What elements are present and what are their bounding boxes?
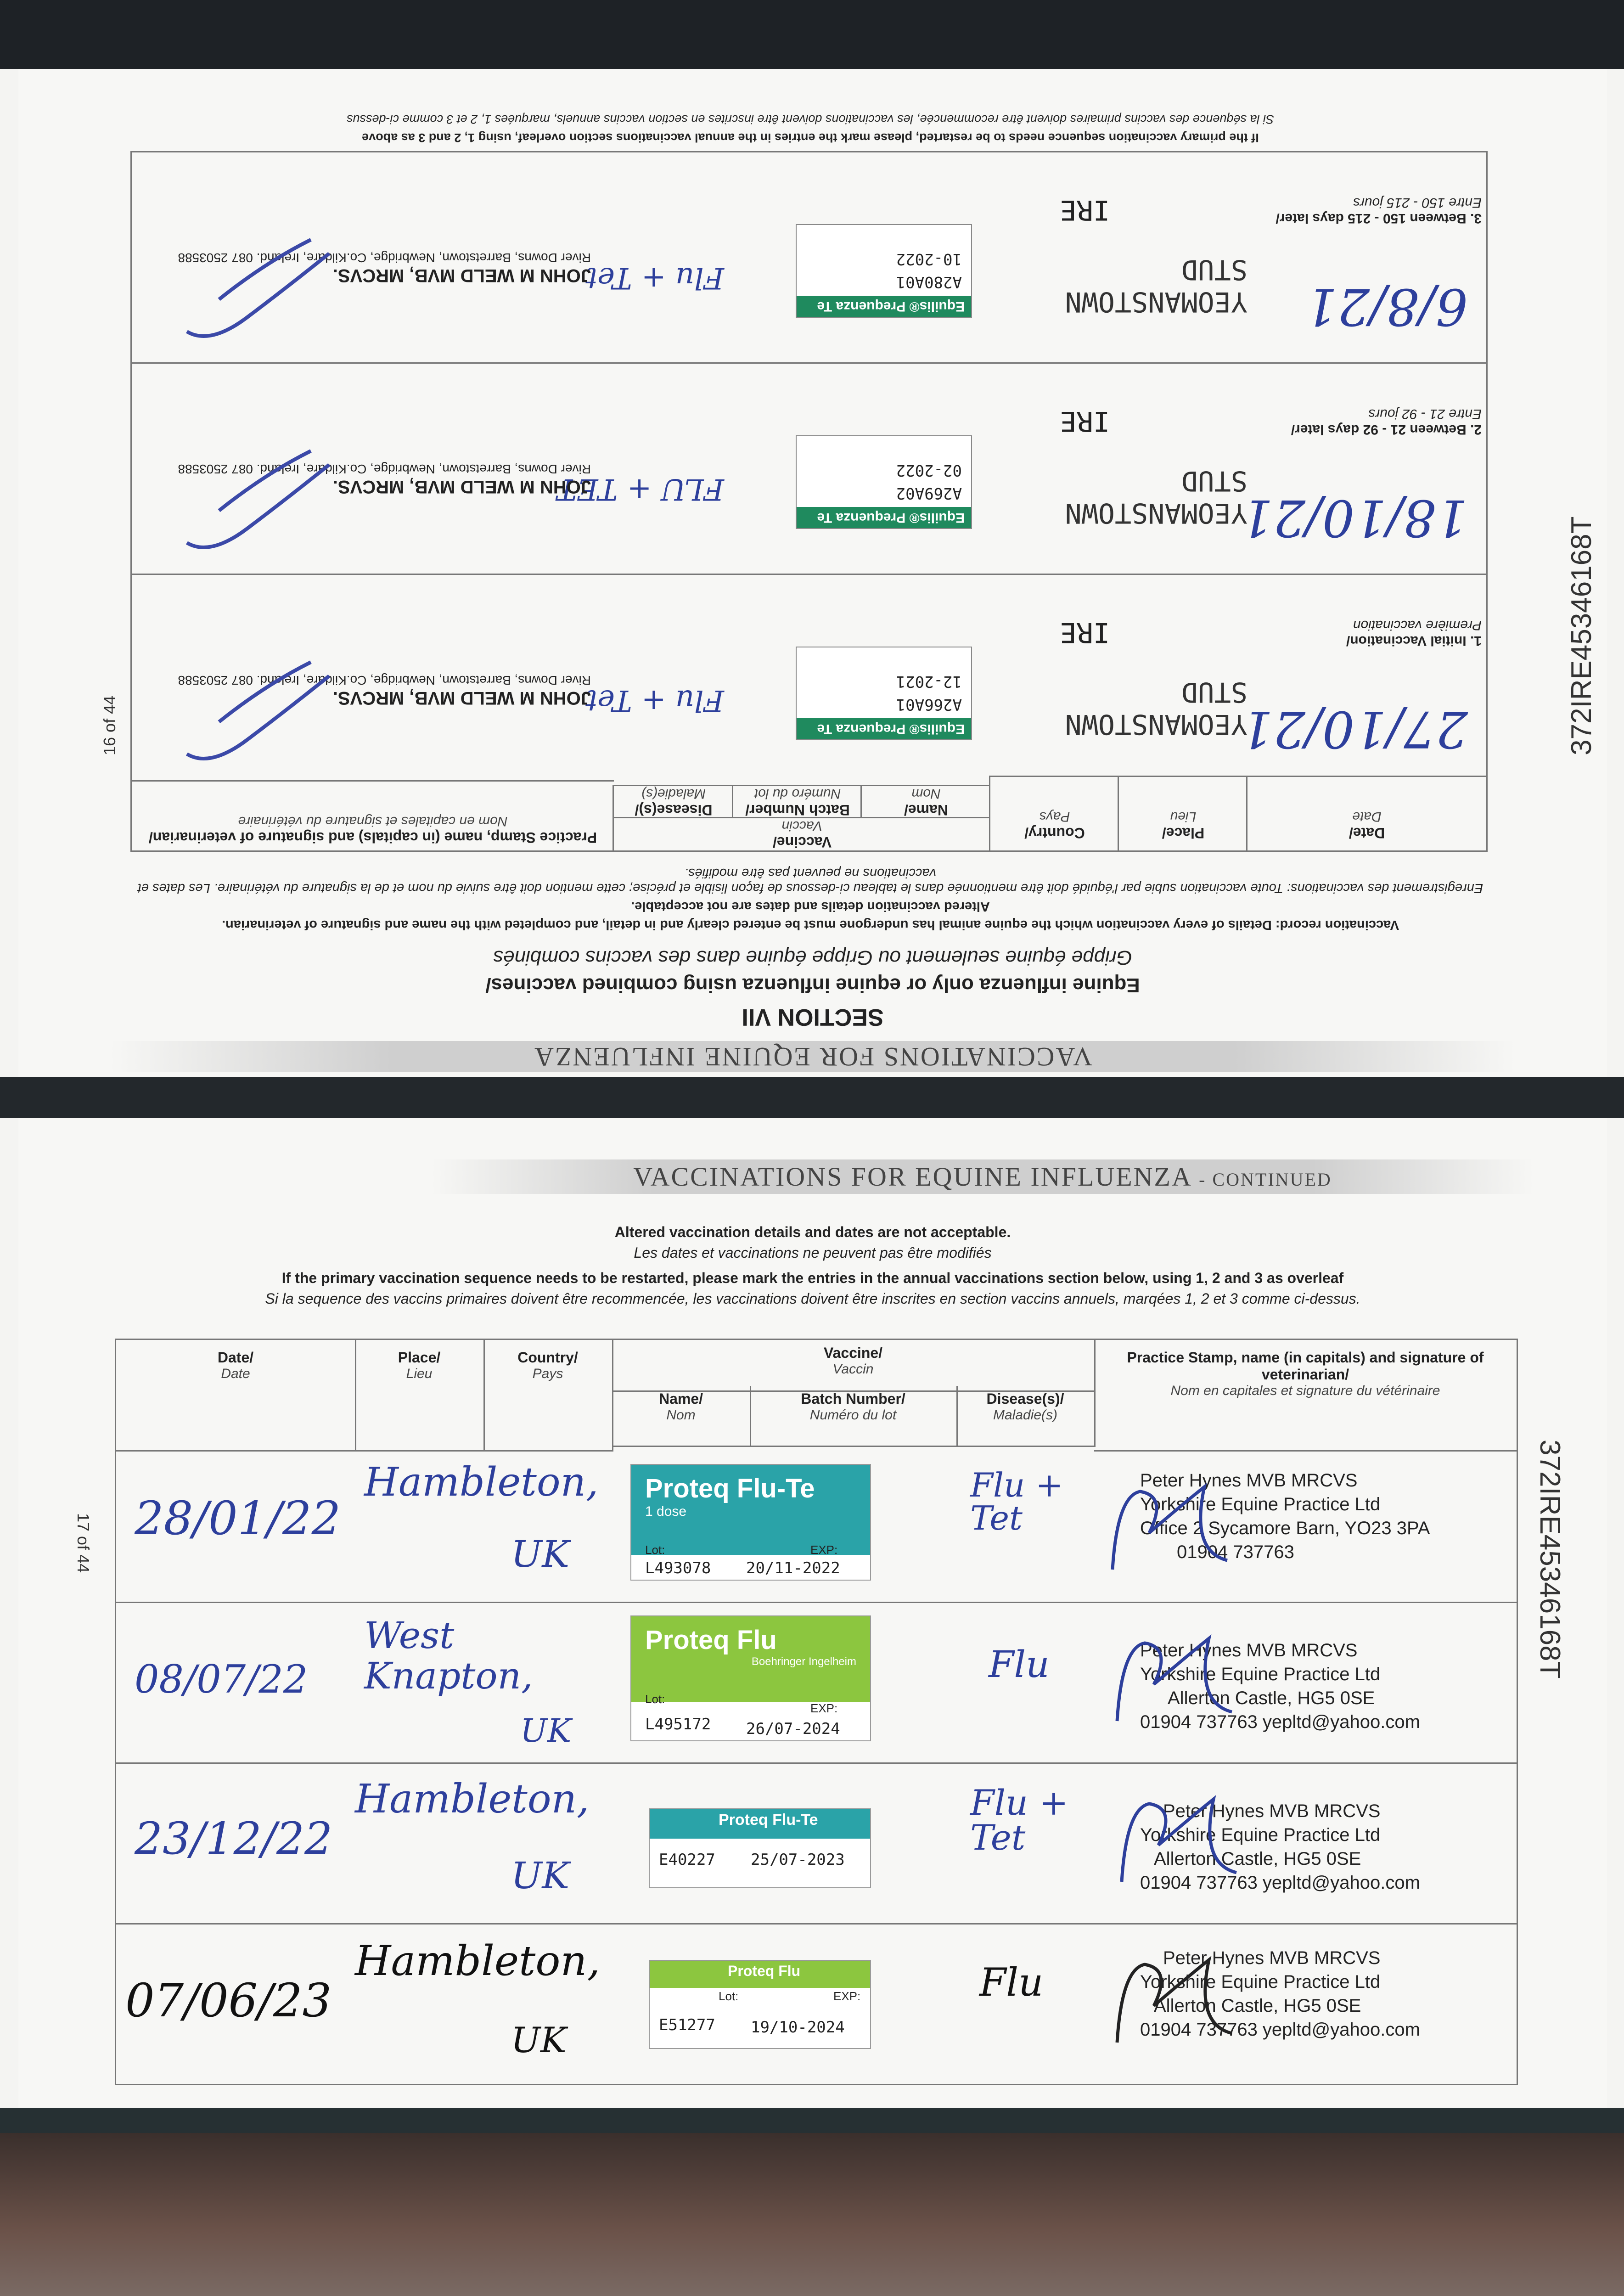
lower-row-vaccine-name: Proteq Flu-Te [719, 1811, 818, 1829]
lower-row-3 [116, 1762, 1517, 1925]
lower-row-disease: Flu [979, 1960, 1044, 2005]
lower-row-lot-label: Lot: [645, 1692, 665, 1706]
lower-header-place: Place/ Lieu [355, 1340, 485, 1452]
upper-record-fr: Enregistrement des vaccinations: Toute vaccination subie par l'équidé doit être mentionnée dans le tableau ci-dessous de façon lisible et précise; cette mention doit être suivie du nom et de la signature du vétérinaire. Les dates et vaccinations ne peuvent pas être modifiés. [137, 866, 1484, 895]
upper-row-exp: 02-2022 [896, 461, 962, 479]
lower-row-exp: 19/10-2024 [751, 2018, 845, 2037]
upper-header-vaccine: Vaccine/ Vaccin [613, 817, 990, 850]
lower-row-vaccine-band [631, 1465, 870, 1555]
upper-row-place: YEOMANSTOWN STUD [1065, 253, 1248, 318]
upper-signature-2 [178, 437, 338, 557]
upper-row-disease: Flu + Tet [585, 261, 724, 295]
upper-row-lot: A280A01 [896, 273, 962, 291]
lower-row-lot: L493078 [645, 1559, 711, 1577]
lower-row-vaccine-band [650, 1961, 870, 1988]
lower-row-vaccine-name: Proteq Flu [645, 1625, 777, 1655]
lower-row-vaccine-dose: 1 dose [645, 1504, 687, 1519]
lower-row-country: UK [511, 2020, 567, 2060]
lower-row-exp: 20/11-2022 [746, 1559, 840, 1577]
lower-row-country: UK [520, 1712, 572, 1750]
lower-page-number: 17 of 44 [74, 1513, 93, 1573]
upper-header-country: Country/ Pays [989, 776, 1119, 850]
upper-row-exp: 12-2021 [896, 672, 962, 691]
upper-page [18, 69, 1607, 1077]
lower-vaccination-table [115, 1339, 1518, 2085]
upper-header-name: Name/ Nom [860, 785, 990, 818]
lower-row-lot: L495172 [645, 1715, 711, 1733]
upper-signature-3 [178, 226, 338, 345]
lower-row-vaccine-band [650, 1809, 870, 1839]
lower-restart-en: If the primary vaccination sequence needs to be restarted, please mark the entries in the annual vaccinations section below, using 1, 2 and 3 as overleaf [281, 1270, 1344, 1286]
upper-subtitle-en: Equine influenza only or equine influenza using combined vaccines/ [485, 974, 1140, 996]
lower-row-stamp: Peter Hynes MVB MRCVS Yorkshire Equine Practice Ltd Allerton Castle, HG5 0SE 01904 737763 yepltd@yahoo.com [1140, 1801, 1420, 1893]
lower-banner-suffix: - CONTINUED [1199, 1169, 1332, 1190]
upper-row-exp: 10-2022 [896, 250, 962, 268]
lower-row-vaccine-label [630, 1464, 871, 1581]
scanner-top-edge [0, 0, 1624, 69]
book-spine [0, 1077, 1624, 1118]
lower-row-vaccine-label [630, 1615, 871, 1741]
lower-row-vaccine-label [649, 1808, 871, 1888]
lower-row-lot: E40227 [659, 1851, 715, 1869]
upper-row-label: 1. Initial Vaccination/ Première vaccination [1346, 618, 1482, 648]
lower-row-2 [116, 1602, 1517, 1764]
lower-header-country: Country/ Pays [483, 1340, 613, 1452]
lower-row-country: UK [511, 1533, 570, 1576]
upper-row-3 [132, 152, 1486, 364]
upper-header-place: Place/ Lieu [1118, 776, 1248, 850]
lower-row-place: Hambleton, [364, 1459, 599, 1505]
lower-row-exp-label: EXP: [810, 1543, 838, 1557]
upper-row-vaccine-name: Equilis® Prequenza Te [797, 718, 971, 739]
lower-header-date: Date/ Date [116, 1340, 356, 1452]
lower-signature-2 [1103, 1620, 1250, 1739]
upper-header-practice: Practice Stamp, name (in capitals) and signature of veterinarian/ Nom en capitales et signature du vétérinaire [132, 780, 614, 850]
upper-row-vaccine-label [796, 224, 972, 318]
upper-record-en: Vaccination record: Details of every vaccination which the equine animal has undergone must be entered clearly and in detail, and completed with the name and signature of veterinarian. [222, 917, 1399, 932]
lower-row-exp-label: EXP: [810, 1701, 838, 1715]
upper-subtitle-fr: Grippe équine seulement ou Grippe équine dans des vaccins combinés [493, 946, 1132, 969]
lower-altered-en: Altered vaccination details and dates are not acceptable. [614, 1224, 1011, 1240]
upper-vaccination-table [130, 151, 1488, 852]
lower-row-place: West Knapton, [364, 1614, 533, 1697]
lower-passport-id: 372IRE45346168T [1534, 1440, 1566, 1679]
upper-row-country: IRE [1060, 194, 1110, 226]
lower-row-disease: Flu [989, 1643, 1050, 1686]
lower-header-disease: Disease(s)/ Maladie(s) [956, 1386, 1096, 1447]
upper-row-label: 3. Between 150 - 215 days later/ Entre 150 - 215 jours [1276, 195, 1482, 226]
upper-header-disease: Disease(s)/ Maladie(s) [613, 785, 733, 818]
upper-row-date: 18/10/21 [1241, 489, 1468, 547]
upper-row-country: IRE [1060, 616, 1110, 648]
upper-row-disease: FLU + TET [557, 472, 724, 506]
lower-page [18, 1118, 1607, 2108]
lower-row-1 [116, 1441, 1517, 1603]
lower-banner-text: VACCINATIONS FOR EQUINE INFLUENZA [633, 1162, 1191, 1192]
lower-row-stamp: Peter Hynes MVB MRCVS Yorkshire Equine Practice Ltd Allerton Castle, HG5 0SE 01904 737763 yepltd@yahoo.com [1140, 1948, 1420, 2040]
upper-banner [110, 1041, 1515, 1072]
upper-row-2 [132, 362, 1486, 575]
upper-record-en2: Altered vaccination details and dates are not acceptable. [631, 899, 990, 914]
lower-row-exp: 26/07-2024 [746, 1720, 840, 1738]
lower-row-date: 23/12/22 [135, 1813, 333, 1864]
lower-row-vaccine-name: Proteq Flu [728, 1963, 801, 1979]
lower-row-disease: Flu + Tet [970, 1782, 1068, 1858]
lower-row-lot-label: Lot: [645, 1543, 665, 1557]
lower-row-disease: Flu + Tet [970, 1466, 1063, 1537]
upper-row-place: YEOMANSTOWN STUD [1065, 465, 1248, 529]
lower-row-vaccine-label [649, 1960, 871, 2049]
scanner-bottom-background [0, 2133, 1624, 2296]
lower-signature-4 [1103, 1941, 1250, 2061]
lower-header-name: Name/ Nom [612, 1386, 751, 1447]
lower-header-batch: Batch Number/ Numéro du lot [750, 1386, 958, 1447]
lower-row-stamp: Peter Hynes MVB MRCVS Yorkshire Equine Practice Ltd Allerton Castle, HG5 0SE 01904 737763 yepltd@yahoo.com [1140, 1640, 1420, 1732]
upper-row-vaccine-name: Equilis® Prequenza Te [797, 296, 971, 317]
upper-passport-id: 372IRE45346168T [1566, 516, 1597, 755]
lower-row-stamp: Peter Hynes MVB MRCVS Yorkshire Equine Practice Ltd Office 2 Sycamore Barn, YO23 3PA 01904 737763 [1140, 1470, 1430, 1562]
upper-header-batch: Batch Number/ Numéro du lot [732, 785, 862, 818]
lower-row-exp-label: EXP: [833, 1989, 861, 2003]
lower-altered-fr: Les dates et vaccinations ne peuvent pas être modifiés [634, 1244, 992, 1261]
lower-row-place: Hambleton, [355, 1776, 590, 1822]
lower-row-place: Hambleton, [355, 1937, 601, 1985]
lower-header-practice: Practice Stamp, name (in capitals) and signature of veterinarian/ Nom en capitales et signature du vétérinaire [1094, 1340, 1517, 1452]
upper-signature-1 [178, 648, 338, 768]
lower-row-lot-label: Lot: [719, 1989, 739, 2003]
upper-row-label: 2. Between 21 - 92 days later/ Entre 21 - 92 jours [1291, 406, 1482, 437]
lower-row-lot: E51277 [659, 2016, 715, 2034]
upper-restart-fr: Si la séquence des vaccins primaires doivent être recommencée, les vaccinations doivent être inscrites en section vaccins annuels, marquées 1, 2 et 3 comme ci-dessus [347, 113, 1274, 126]
lower-row-exp: 25/07-2023 [751, 1851, 845, 1869]
lower-row-4 [116, 1923, 1517, 2084]
upper-restart-en: If the primary vaccination sequence needs to be restarted, please mark the entries in the annual vaccinations section overleaf, using 1, 2 and 3 as above [362, 131, 1259, 145]
upper-row-lot: A269A02 [896, 484, 962, 502]
upper-row-stamp: JOHN M WELD MVB, MRCVS. River Downs, Barretstown, Newbridge, Co.Kildare, Ireland. 087 2503588 [178, 462, 591, 497]
upper-header-date: Date/ Date [1246, 776, 1486, 850]
lower-row-vaccine-band [631, 1616, 870, 1702]
upper-row-vaccine-name: Equilis® Prequenza Te [797, 507, 971, 528]
upper-row-disease: Flu + Tet [585, 683, 724, 717]
upper-row-date: 27/10/21 [1241, 700, 1468, 759]
upper-section-title: SECTION VII [742, 1004, 884, 1030]
upper-banner-text: VACCINATIONS FOR EQUINE INFLUENZA [533, 1042, 1092, 1072]
upper-page-rotated [18, 69, 1607, 1077]
lower-row-country: UK [511, 1854, 570, 1897]
lower-row-date: 28/01/22 [135, 1491, 341, 1545]
upper-row-vaccine-label [796, 647, 972, 740]
lower-row-date: 08/07/22 [135, 1657, 308, 1702]
lower-signature-3 [1108, 1781, 1255, 1900]
upper-row-stamp: JOHN M WELD MVB, MRCVS. River Downs, Barretstown, Newbridge, Co.Kildare, Ireland. 087 2503588 [178, 251, 591, 286]
upper-row-stamp: JOHN M WELD MVB, MRCVS. River Downs, Barretstown, Newbridge, Co.Kildare, Ireland. 087 2503588 [178, 673, 591, 708]
lower-row-date: 07/06/23 [125, 1974, 332, 2027]
upper-page-number: 16 of 44 [100, 695, 119, 755]
upper-row-lot: A266A01 [896, 695, 962, 714]
lower-restart-fr: Si la sequence des vaccins primaires doivent être recommencée, les vaccinations doivent être inscrites en section vaccins annuels, marqées 1, 2 et 3 comme ci-dessus. [265, 1290, 1360, 1307]
upper-row-date: 6/8/21 [1305, 277, 1468, 336]
lower-header-vaccine: Vaccine/ Vaccin [612, 1340, 1096, 1392]
lower-row-vaccine-name: Proteq Flu-Te [645, 1474, 815, 1503]
lower-signature-1 [1099, 1469, 1246, 1588]
upper-row-vaccine-label [796, 435, 972, 529]
lower-row-vaccine-dose: Boehringer Ingelheim [751, 1655, 856, 1668]
upper-row-place: YEOMANSTOWN STUD [1065, 676, 1248, 740]
book-bottom-edge [0, 2108, 1624, 2133]
upper-row-country: IRE [1060, 405, 1110, 437]
lower-banner [432, 1159, 1534, 1194]
upper-row-1 [132, 574, 1486, 786]
